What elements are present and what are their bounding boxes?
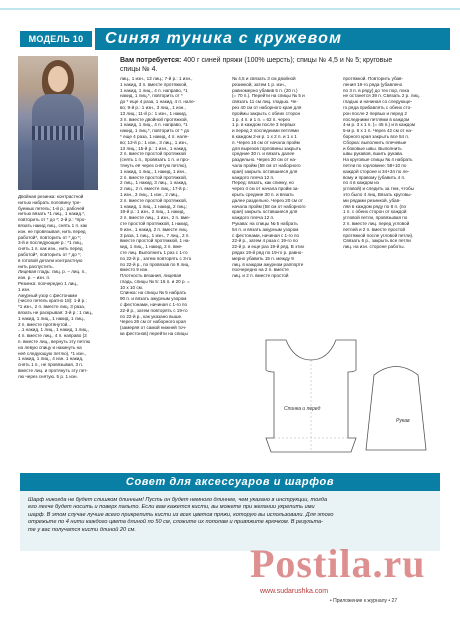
pattern-diagram — [256, 320, 446, 460]
instruction-line: изн. не провязывая, нить перед — [18, 228, 86, 234]
materials — [120, 56, 442, 74]
instruction-line: 90 п. и вязать ажурным узором — [120, 296, 187, 302]
instruction-line: лиц. в каждом ажурном раппорте — [232, 261, 304, 267]
instruction-line: ки фестонов) перейти на спицы — [120, 331, 188, 337]
instruction-line: вместе лиц. и протянуть эту пет- — [18, 367, 88, 373]
instruction-line: (снять 1 п., провязать 1 п. и про- — [120, 157, 190, 163]
instruction-line: мерно убавить 15 п. между 9 — [232, 255, 294, 261]
instruction-line: начала пройм (58 см от наборного — [232, 203, 306, 209]
instruction-line: вязать накид лиц., снять 1 п. как — [18, 222, 88, 228]
instruction-line: далее раздельно. Через 20 см от — [232, 197, 303, 203]
instruction-line: 9 изн., 1 накид, 2 п. вместе лиц. — [120, 226, 188, 232]
instruction-line: лю через снятую. 5 р. 1 изн. — [18, 373, 78, 379]
instruction-line: № 4,5 и связать 3 см двойной — [232, 76, 296, 81]
instruction-line: Рукава: на спицы № 5 набрать — [232, 220, 298, 226]
instruction-line: края) закрыть оставшиеся для — [232, 168, 298, 174]
instruction-line: рядах 19-й ряд по 19-го р. равно- — [232, 249, 303, 255]
instruction-line: повторить от * до *; 2-й р.: *про- — [18, 217, 86, 223]
instruction-line: петлей и 2 п. вместе простой — [343, 226, 406, 232]
instruction-line: (замеряя от самой нижней точ- — [120, 325, 187, 331]
instruction-line: последними петлями в каждом — [343, 116, 410, 122]
instruction-line: гладь, спицы № 5: 16 п. и 20 р. = — [120, 278, 190, 284]
instruction-line: края) закрыть оставшиеся для — [232, 209, 298, 215]
instruction-line: изн. р. – изн. п. — [18, 275, 51, 281]
instruction-line: (число петель кратно 18): 1-й р.: — [18, 298, 87, 304]
instruction-line: 2 лиц., 2 п. вместе лиц.; 17-й р.: — [120, 186, 188, 192]
instruction-line: по 3 п. в ряду) до тех пор, пока — [343, 87, 410, 93]
instruction-line: 2 п. вместе простой протяжкой, — [120, 197, 188, 203]
instruction-line: На круговые спицы № 4 набрать — [343, 157, 413, 163]
instruction-line: угловой) и следить за тем, чтобы — [343, 186, 414, 192]
instruction-line: 1 накид, 1 лиц., 1 накид, 2 лиц.; — [120, 203, 188, 209]
instruction-line: каждого плеча 12 п. — [232, 215, 275, 221]
instruction-line: через 4 см от начала пройм за- — [232, 186, 299, 192]
instruction-line: * еще 4 раза, 1 накид, 4 п. нале- — [120, 133, 189, 139]
instruction-line: нить распустить. — [18, 263, 54, 269]
advice-text — [28, 497, 432, 534]
instruction-line: Через 26 см от наборного края — [120, 319, 186, 325]
instruction-line: п. Через 16 см от начала пройм — [232, 139, 300, 145]
instruction-line: в каждом 2-м р. 1 х 2 п. и 1 х 1 — [232, 133, 297, 139]
instruction-line: Плотность вязания, лицевая — [120, 273, 182, 279]
photo-lace — [32, 126, 84, 140]
instruction-line: 1 изн., 3 лиц., 1 изн., 2 лиц., — [120, 191, 180, 197]
page-footer: • Приложение к журналу • 27 — [330, 598, 398, 604]
materials-label: Вам потребуется: — [120, 57, 182, 64]
instruction-line: ляя в каждом ряду по 8 п. (по — [343, 203, 407, 209]
instruction-line: средние 30 п. и вязать далее — [232, 151, 295, 157]
instruction-line: не останется 39 п. Связать 2 р. лиц. — [343, 93, 420, 99]
instruction-line: 22-й р., затем повторять с 19-го — [120, 307, 188, 313]
instruction-line: 2 п. вместе лиц. перед угловой — [343, 220, 410, 226]
instruction-line: борного края закрыть все 54 п. — [343, 133, 410, 139]
sleeve-pattern-shape — [366, 367, 426, 451]
instruction-line: 10 х 10 см. — [120, 284, 144, 290]
model-tag: МОДЕЛЬ 10 — [20, 31, 92, 47]
advice-title: Совет для аксессуаров и шарфов — [20, 473, 440, 491]
instruction-line: чала пройм (58 см от наборного — [232, 162, 301, 168]
instruction-line: 3-й и последующие р.: *1 лиц., — [18, 240, 84, 246]
instruction-line: по 22-й р., затем повторять с 3-го — [120, 255, 192, 261]
instruction-line: во; 9-й р.: 1 изн., 3 лиц., 1 изн., — [120, 104, 186, 110]
instruction-line: 2 лиц., 1 накид, 3 лиц., 1 накид, — [120, 180, 188, 186]
instruction-line: 1 накид, 1 лиц., 1 накид, 1 лиц., — [18, 315, 86, 321]
instruction-line: (= 70 п.). Перейти на спицы № 5 и — [232, 93, 305, 99]
instruction-line: 1 р. 4 п. и 1 п. = 62 п. через — [232, 116, 290, 122]
instruction-line: и боковые швы. Выполнить — [343, 145, 402, 151]
top-divider — [0, 8, 460, 10]
watermark-logo: Postila.ru — [250, 541, 426, 586]
instruction-line: вому и правому (убавить 4 п. — [343, 174, 406, 180]
instructions-column-3 — [232, 76, 336, 279]
instruction-line: 2 п. вместе протянутой... — [18, 321, 72, 327]
instruction-line: вместе простой протяжкой, 1 на- — [120, 238, 190, 244]
model-photo — [18, 56, 98, 190]
watermark-url: www.sudarushka.com — [260, 588, 329, 595]
instruction-line: по 22-й р., по провязав по 9 лиц. — [120, 261, 190, 267]
instruction-line: *1 изн., 2 п. вместе лиц. 3 раза, — [18, 304, 86, 310]
instruction-line: ми рядами резинкой, убав- — [343, 197, 401, 203]
advice-line: шарф. В этом случае лучше всего прикрепить кисти из всех цветов пряжи, которую вы использовали. Для этого — [28, 511, 334, 518]
advice-line: те у вас получатся кисти длиной 20 см. — [28, 526, 136, 533]
instruction-line: с фестонами, начиная с 1-го по — [120, 302, 188, 308]
instruction-line: 1 р. в каждом после 3 первых — [232, 122, 296, 128]
page-title: Синяя туника с кружевом — [95, 28, 450, 50]
instruction-line: снять 1 п. как изн., нить перед — [18, 246, 83, 252]
instruction-line: по 4 в каждом из — [343, 180, 379, 186]
instruction-line: Перед: вязать, как спинку, но — [232, 180, 294, 186]
instruction-line: 4-м р. 3 х 1 п. (= 45 п.) и в каждом — [343, 122, 416, 128]
instruction-line: протяжкой после угловой петли). — [343, 232, 414, 238]
instructions-column-1 — [18, 194, 100, 380]
instruction-line: и перед 2 последними петлями — [232, 128, 299, 134]
advice-line: отрежьте по 4 нити каждого цвета длиной по 50 см, сложите их пополам и привяжите крючком. В результа- — [28, 519, 324, 526]
instruction-line: каждой стороне и 34+34 по ле- — [343, 168, 410, 174]
instruction-line: 13 лиц.; 11-й р.: 1 изн., 1 накид, — [120, 110, 187, 116]
instruction-line: равномерно убавив 5 п. (20 п.) — [232, 87, 298, 93]
instruction-line: швы рукавов, вшить рукава. — [343, 151, 404, 157]
instruction-line: накид, 1 лиц.*, повторить от * до — [120, 128, 190, 134]
instruction-line: 3 раза, 1 лиц., 1 изн., 7 лиц., 2 п. — [120, 232, 190, 238]
instruction-line: сте простой протяжкой, 1 накид, — [120, 220, 189, 226]
instruction-line: 1 накид, 1 лиц., 4 п. направо, *1 — [120, 87, 188, 93]
photo-face — [48, 66, 68, 92]
instruction-line: кид, 1 лиц., 1 накид, 2 п. вме- — [120, 244, 183, 250]
instruction-line: 2 п. вместе лиц., 1 изн., 2 п. вме- — [120, 215, 191, 221]
materials-line2: спицы № 4. — [120, 66, 158, 73]
sleeve-pattern-label: Рукав — [396, 418, 410, 424]
instruction-line: на левую спицу и накинуть на — [18, 344, 82, 350]
instruction-line: проймы закрыть с обеих сторон — [232, 110, 301, 116]
photo-tunic — [32, 94, 84, 190]
instruction-line: 1 п. с обеих сторон от каждой — [343, 209, 407, 215]
instruction-line: 1 накид, 3 п. вместе протяжкой, — [120, 81, 188, 87]
instruction-line: 22-й р. и еще раз 19-й ряд. В этих — [232, 244, 305, 250]
instruction-line: вместо 9 изн. — [120, 267, 149, 273]
instruction-line: 22-й р., затем 4 раза с 19-го по — [232, 238, 298, 244]
instruction-line: сте лиц. Выполнить 1 раз с 1-го — [120, 249, 188, 255]
instruction-line: протяжкой. Повторить убав- — [343, 76, 403, 81]
instruction-line: крыть средние 30 п. и вязать — [232, 191, 294, 197]
instruction-line: Сборка: выполнить плечевые — [343, 139, 407, 145]
instruction-line: Двойная резинка: контрастной — [18, 194, 84, 199]
instruction-line: п. вместе лиц., вернуть эту петлю — [18, 338, 91, 344]
instruction-line: во; 13-й р.: 1 изн., 3 лиц., 1 изн., — [120, 139, 189, 145]
instruction-line: 2 п. вместе простой протяжкой, — [120, 174, 188, 180]
instruction-line: в готовой детали контрастную — [18, 257, 83, 263]
body-pattern-label: Спинка и перед — [284, 406, 321, 412]
instructions-column-4 — [343, 76, 443, 250]
instruction-line: лиц. и 2 п. вместе простой — [232, 273, 289, 279]
advice-line: Шарф никогда не будет слишком длинным! Пусть он будет немного длиннее, чем указано в инструкции, тогда — [28, 497, 328, 503]
materials-line1: 400 г синей пряжи (100% шерсть); спицы № 4,5 и № 5; круговые — [183, 57, 393, 64]
instruction-line: нитью вязать *1 лиц., 1 накид.*, — [18, 211, 86, 217]
instruction-line: 54 п. и вязать ажурным узором — [232, 226, 299, 232]
instruction-line: 13 лиц.; 15-й р.: 1 изн., 1 накид, — [120, 145, 188, 151]
instruction-line: рон после 2 первых и перед 2 — [343, 110, 407, 116]
instruction-line: гладью и начиная со следующе- — [343, 99, 413, 105]
instruction-line: по 22-й р., как указано выше. — [120, 313, 183, 319]
instruction-line: с фестонами, начиная с 1-го по — [232, 232, 300, 238]
advice-line: его легче будет носить и поверх пальто. Если вам кажется кисти, вы можете при желании укрепить ими — [28, 504, 315, 511]
instruction-line: 1 изн. — [18, 286, 31, 292]
instruction-line: раздельно. Через 20 см от на- — [232, 157, 297, 163]
instruction-line: до * еще 4 раза, 1 накид, 4 п. нале- — [120, 99, 196, 105]
instruction-line: Лицевая гладь: лиц. р. – лиц. п., — [18, 269, 87, 275]
instruction-line: это было 4 лиц. Вязать круговы- — [343, 191, 412, 197]
instruction-line: работой*, повторить от * до *; — [18, 234, 82, 240]
instruction-line: Резинка: поочередно 1 лиц., — [18, 280, 79, 286]
instruction-line: резинкой, затем 1 р. изн., — [232, 81, 287, 87]
instruction-line: лиц. на изн. стороне работы. — [343, 244, 405, 250]
instruction-line: вязать не раскрывая: 3-й р.: 1 лиц., — [18, 309, 94, 315]
instruction-line: Спинка: на спицы № 5 набрать — [120, 290, 187, 296]
instruction-line: каждого плеча 12 п. — [232, 174, 275, 180]
instruction-line: связать 11 см лиц. гладью. Че- — [232, 99, 298, 105]
instruction-line: Связать 6 р., закрыть все петли — [343, 238, 411, 244]
instruction-line: угловой петли, провязывая по — [343, 215, 408, 221]
instruction-line: 19-й р.: 1 изн., 2 лиц., 1 накид, — [120, 209, 185, 215]
instruction-line: снять 1 п., не провязывая, 3 п. — [18, 362, 84, 368]
instruction-line: 4 п. вместе лиц., 4 п. направо (3 — [18, 333, 87, 339]
instruction-line: ...1 накид, 1 лиц., 1 накид, 1 лиц., — [18, 327, 90, 333]
instruction-line: 1 накид, 1 лиц., 1 накид, 1 изн., — [120, 168, 187, 174]
instruction-line: 3 п. вместе двойной протяжкой, — [120, 116, 188, 122]
instruction-line: лиц., 1 изн., 13 лиц.; 7-й р.: 1 изн., — [120, 76, 193, 81]
instruction-line: 5-м р. 6 х 1 п. Через 42 см от на- — [343, 128, 413, 134]
instruction-line: для вырезов горловины закрыть — [232, 145, 302, 151]
instruction-line: тянуть её через снятую петлю), — [120, 162, 188, 168]
instruction-line: го ряда прибавлять с обеих сто- — [343, 104, 412, 110]
instruction-line: нитью набрать половину тре- — [18, 199, 81, 205]
instruction-line: Ажурный узор с фестонами — [18, 292, 78, 298]
instruction-line: 1 накид, 1 лиц., 4 изн. 1 накид, — [18, 356, 84, 362]
instruction-line: работой*, повторить от * до *; — [18, 251, 82, 257]
instruction-line: накид, 1 лиц.*, повторить от * — [120, 93, 183, 99]
instruction-line: буемых петель; 1-й р.: рабочей — [18, 205, 85, 211]
instruction-line: неё следующую петлю), *1 изн., — [18, 350, 87, 356]
instruction-line: 1 накид, 1 лиц., 4 п. направо, *1 — [120, 122, 188, 128]
instruction-line: поочередно на 2 п. вместе — [232, 267, 289, 273]
instruction-line: петли по горловине: 58+10 по — [343, 162, 407, 168]
instruction-line: ления 19-го ряда (убавлено — [343, 81, 403, 87]
instruction-line: рез 40 см от наборного края для — [232, 104, 302, 110]
instruction-line: 2 п. вместе простой протяжкой — [120, 151, 186, 157]
instructions-column-2 — [120, 76, 224, 337]
